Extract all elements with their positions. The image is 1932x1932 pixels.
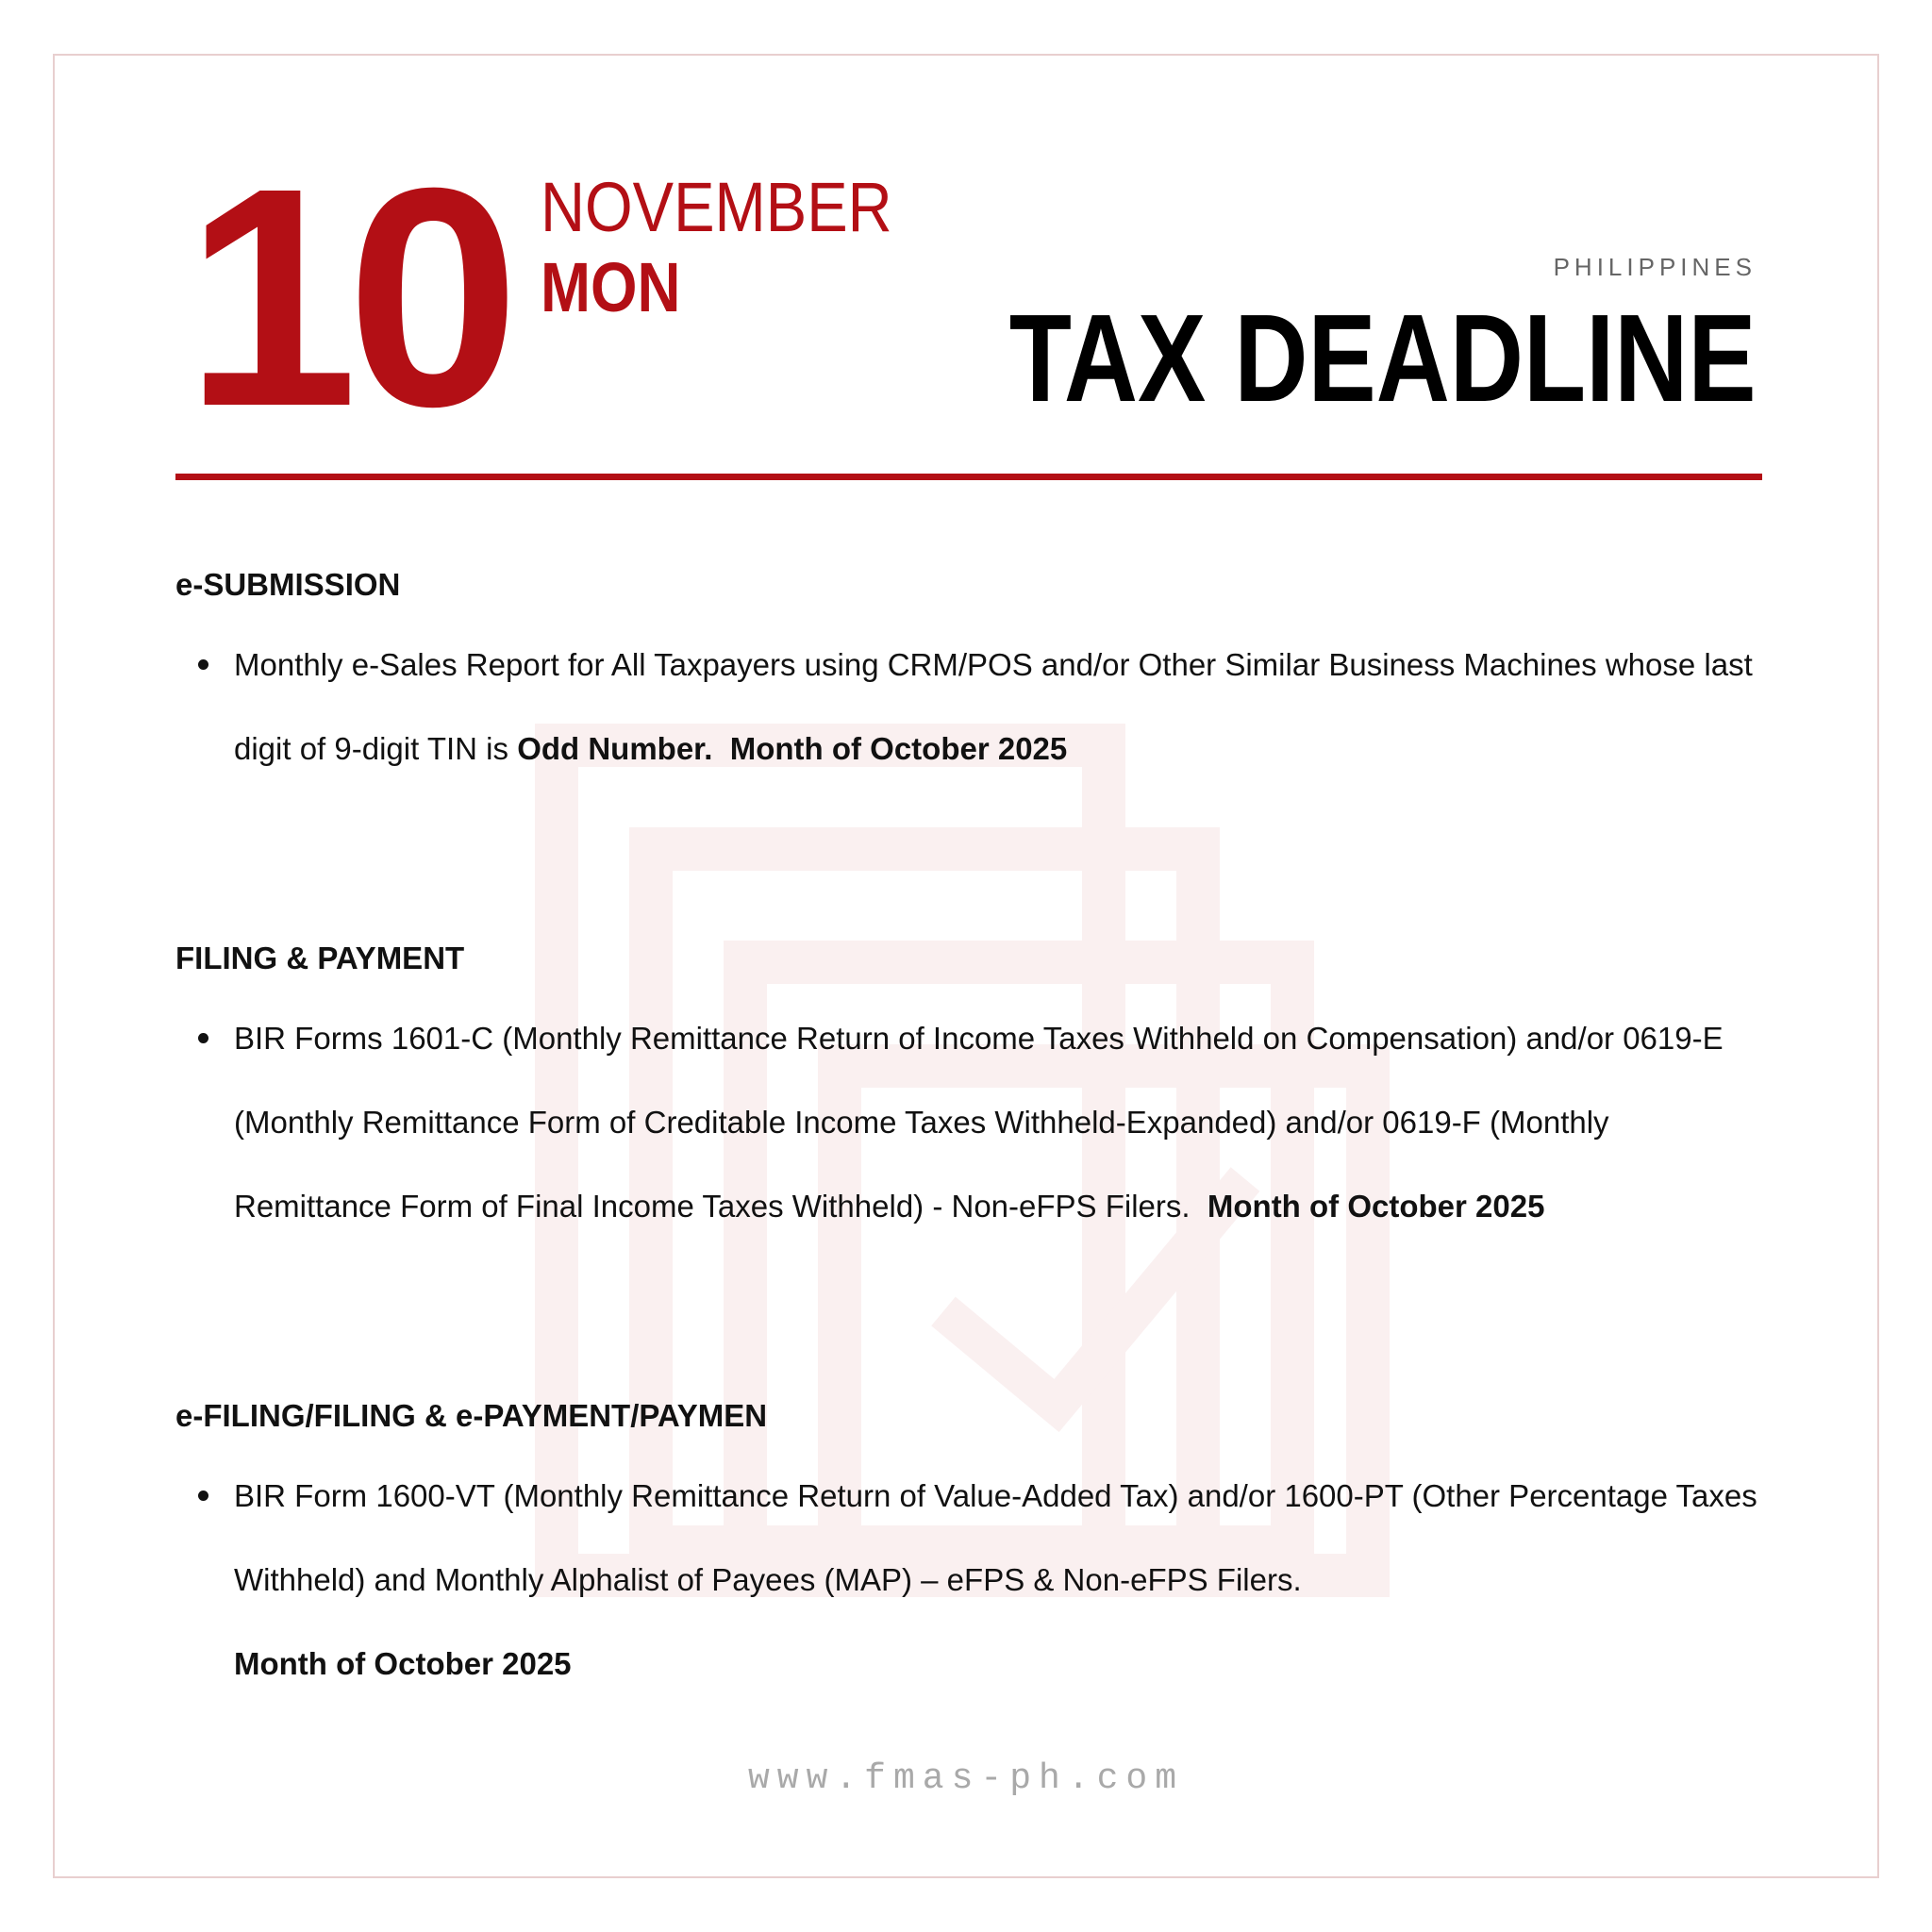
deadline-day: 10 <box>185 123 509 471</box>
deadline-month: NOVEMBER <box>541 168 892 246</box>
page-title: TAX DEADLINE <box>1009 289 1757 427</box>
bullet-icon <box>198 1033 208 1043</box>
item-period: Month of October 2025 <box>1207 1189 1545 1224</box>
list-item <box>175 996 1762 1248</box>
item-text: BIR Forms 1601-C (Monthly Remittance Return of Income Taxes Withheld on Compensation) and/or 0619-E (Monthly Remittance Form of Creditable Income Taxes Withheld-Expanded) and/or 0619-F (Monthly Remittance Form of Final Income Taxes Withheld) - Non-eFPS Filers. <box>234 1021 1724 1224</box>
website-link[interactable]: www.fmas-ph.com <box>747 1758 1185 1799</box>
header-divider <box>175 474 1762 480</box>
section-heading: e-SUBMISSION <box>175 567 401 602</box>
section-e-filing-e-payment <box>175 1378 1762 1706</box>
item-bold-text: Odd Number. <box>517 731 713 766</box>
country-label: PHILIPPINES <box>1553 253 1757 281</box>
deadline-weekday: MON <box>541 248 681 326</box>
deadline-content <box>175 547 1762 1706</box>
list-item <box>175 623 1762 791</box>
item-text: Monthly e-Sales Report for All Taxpayers using CRM/POS and/or Other Similar Business Machines whose last digit of 9-digit TIN is <box>234 647 1753 766</box>
section-e-submission <box>175 547 1762 791</box>
item-period: Month of October 2025 <box>729 731 1068 766</box>
section-filing-payment <box>175 921 1762 1248</box>
list-item <box>175 1454 1762 1706</box>
section-heading: FILING & PAYMENT <box>175 941 465 975</box>
bullet-icon <box>198 1491 208 1501</box>
section-heading: e-FILING/FILING & e-PAYMENT/PAYMEN <box>175 1398 768 1433</box>
bullet-icon <box>198 659 208 670</box>
item-period: Month of October 2025 <box>234 1646 572 1681</box>
item-text: BIR Form 1600-VT (Monthly Remittance Return of Value-Added Tax) and/or 1600-PT (Other Percentage Taxes Withheld) and Monthly Alphalist of Payees (MAP) – eFPS & Non-eFPS Filers. <box>234 1478 1757 1597</box>
